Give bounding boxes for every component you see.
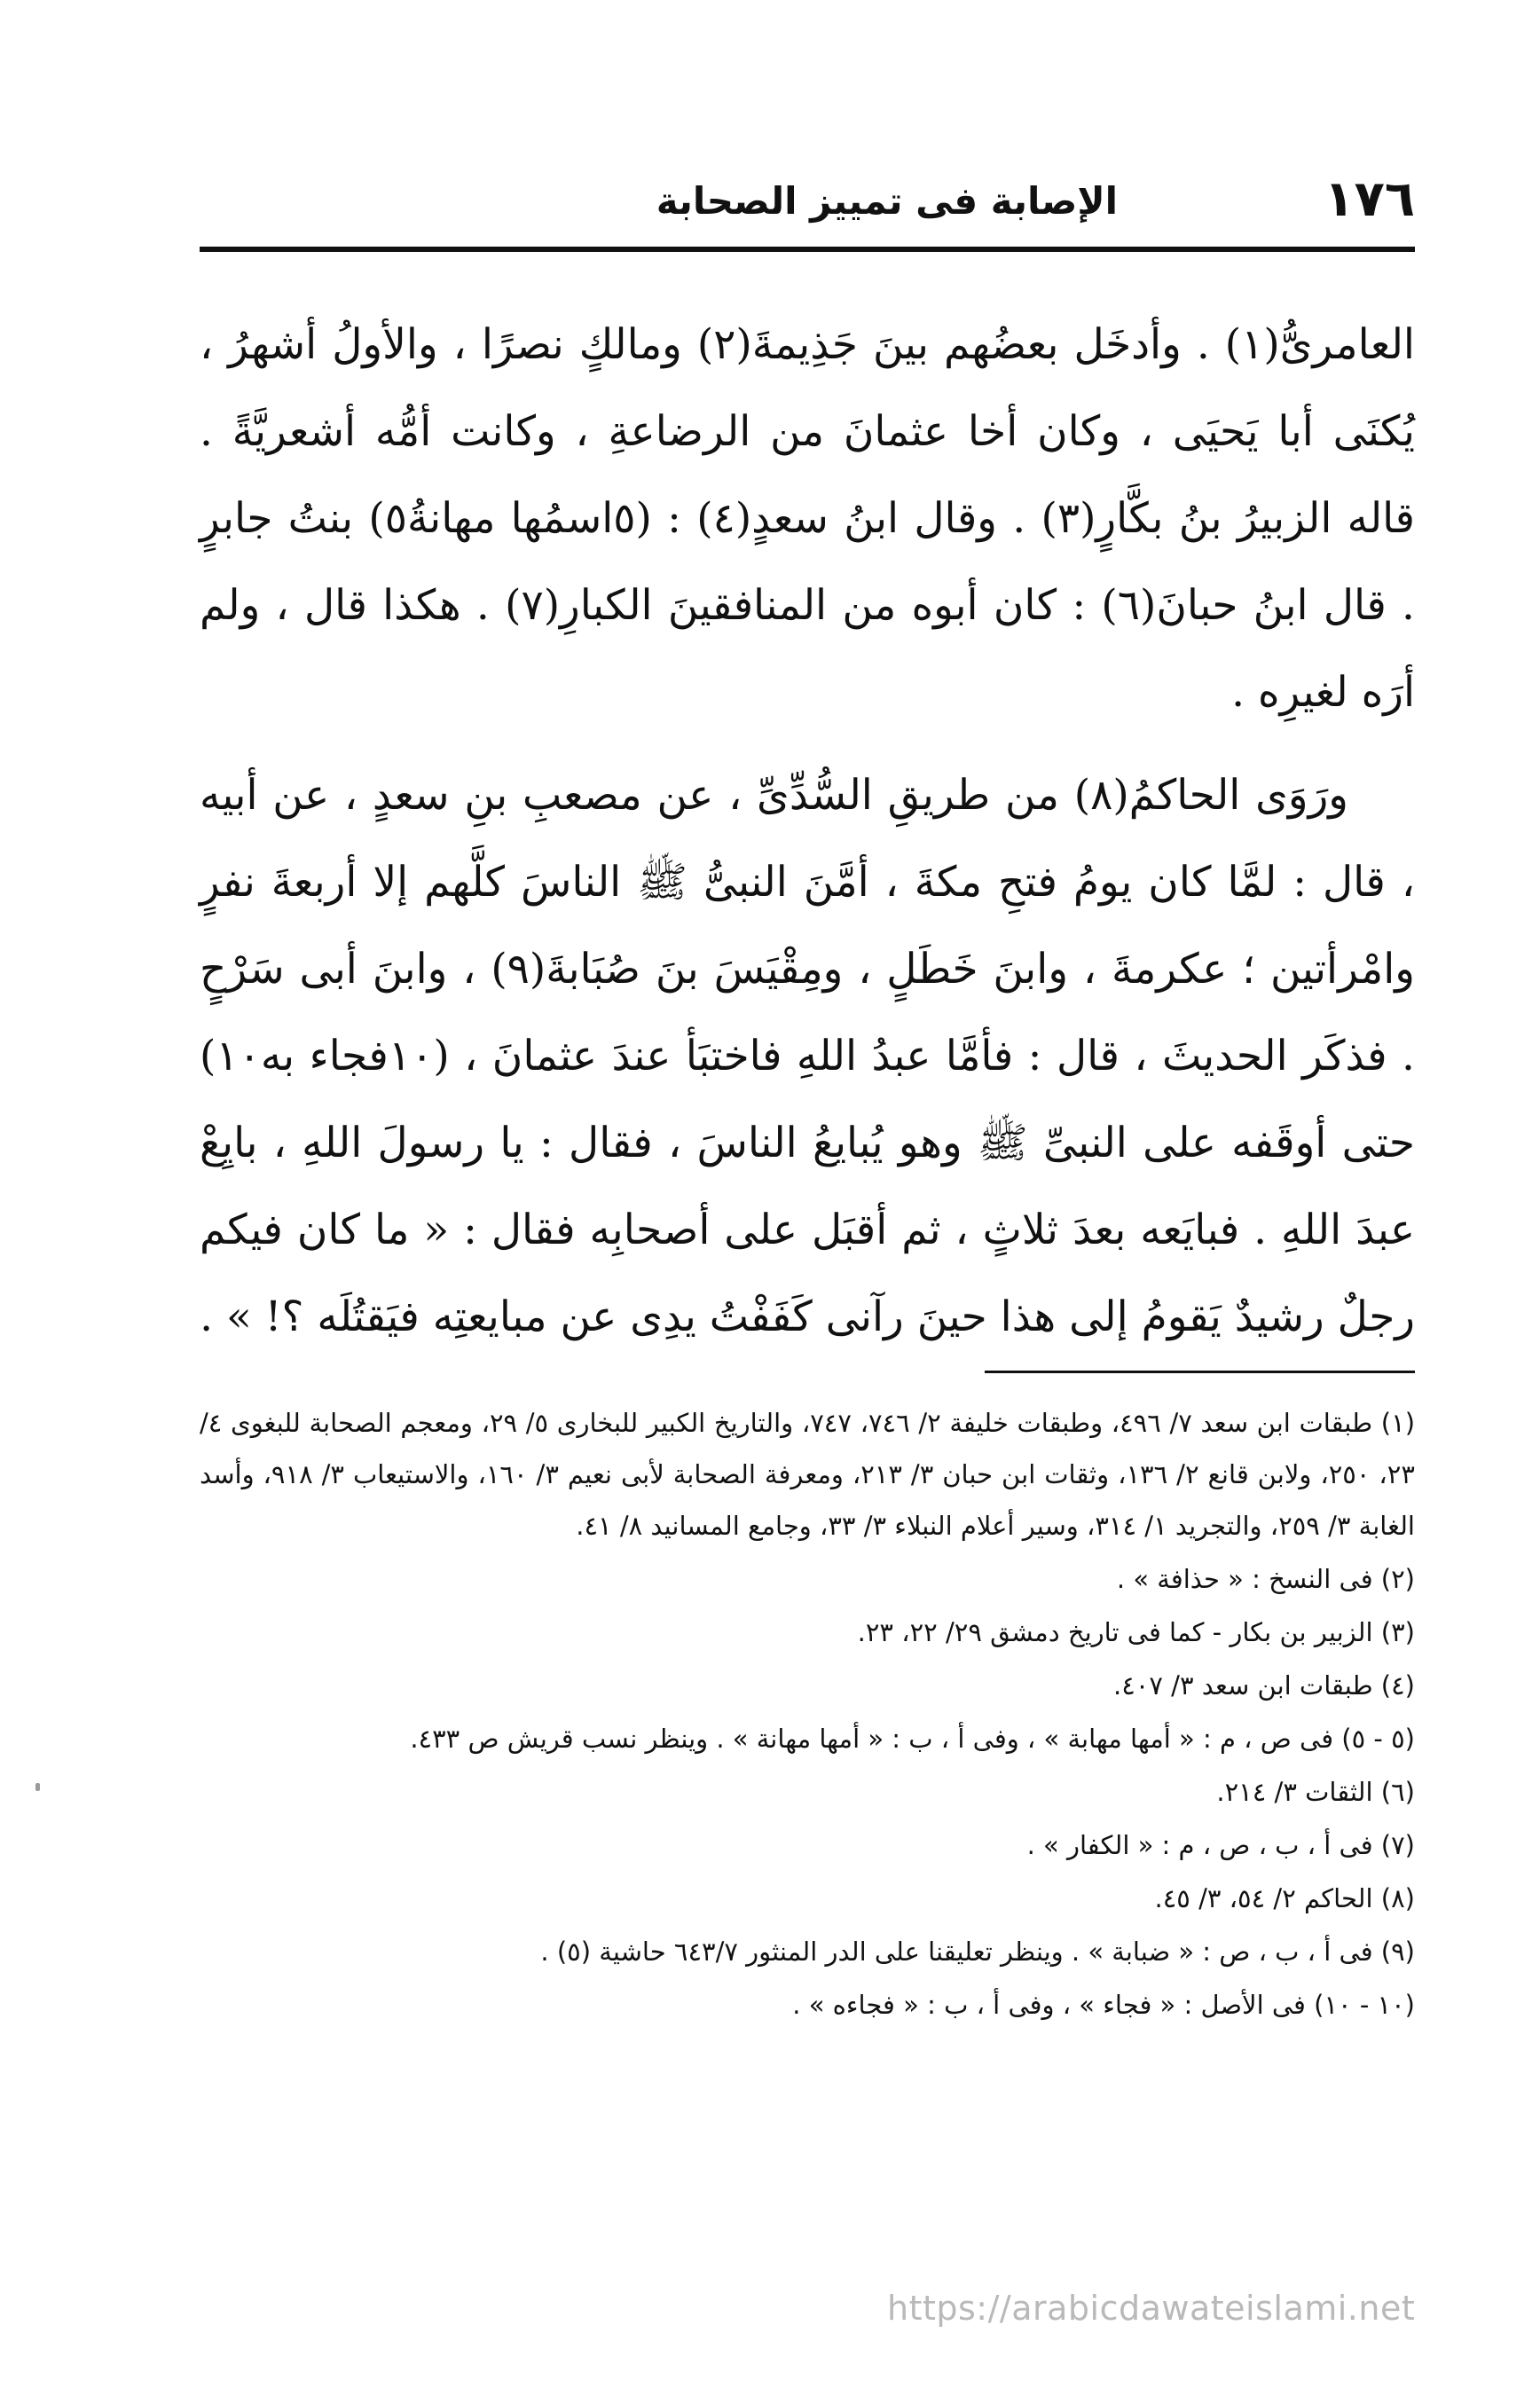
paragraph-1: العامرىُّ(١) . وأدخَل بعضُهم بينَ جَذِيمةَ(٢) ومالكٍ نصرًا ، والأولُ أشهرُ ، يُكنَى أبا يَحيَى ، وكان أخا عثمانَ من الرضاعةِ ، وكانت أمُّه أشعريَّةً . قاله الزبيرُ بنُ بكَّارٍ(٣) . وقال ابنُ سعدٍ(٤) : (٥اسمُها مهانةُ٥) بنتُ جابرٍ . قال ابنُ حبانَ(٦) : كان أبوه من المنافقينَ الكبارِ(٧) . هكذا قال ، ولم أرَه لغيرِه . — [200, 320, 1415, 717]
footnote-4: (٤) طبقات ابن سعد ٣/ ٤٠٧. — [1113, 1670, 1415, 1701]
header-rule — [200, 247, 1415, 252]
paragraph-2: ورَوَى الحاكمُ(٨) من طريقِ السُّدِّىِّ ، عن مصعبِ بنِ سعدٍ ، عن أبيه ، قال : لمَّا كان يومُ فتحِ مكةَ ، أمَّنَ النبىُّ ﷺ الناسَ كلَّهم إلا أربعةَ نفرٍ وامْرأتين ؛ عكرمةَ ، وابنَ خَطَلٍ ، ومِقْيَسَ بنَ صُبَابةَ(٩) ، وابنَ أبى سَرْحٍ . فذكَر الحديثَ ، قال : فأمَّا عبدُ اللهِ فاختبَأ عندَ عثمانَ ، (١٠فجاء به١٠) حتى أوقَفه على النبىِّ ﷺ وهو يُبايعُ الناسَ ، فقال : يا رسولَ اللهِ ، بايِعْ عبدَ اللهِ . فبايَعه بعدَ ثلاثٍ ، ثم أقبَل على أصحابِه فقال : « ما كان فيكم رجلٌ رشيدٌ يَقومُ إلى هذا حينَ رآنى كَفَفْتُ يدِى عن مبايعتِه فيَقتُلَه ؟! » . — [200, 771, 1415, 1341]
footnote-separator — [985, 1371, 1415, 1373]
footnote-10: (١٠ - ١٠) فى الأصل : « فجاء » ، وفى أ ، ب : « فجاءه » . — [792, 1990, 1415, 2020]
footnote-1: (١) طبقات ابن سعد ٧/ ٤٩٦، وطبقات خليفة ٢/ ٧٤٦، ٧٤٧، والتاريخ الكبير للبخارى ٥/ ٢٩، ومعجم الصحابة للبغوى ٤/ ٢٣، ٢٥٠، ولابن قانع ٢/ ١٣٦، وثقات ابن حبان ٣/ ٢١٣، ومعرفة الصحابة لأبى نعيم ٣/ ١٦٠، والاستيعاب ٣/ ٩١٨، وأسد الغابة ٣/ ٢٥٩، والتجريد ١/ ٣١٤، وسير أعلام النبلاء ٣/ ٣٣، وجامع المسانيد ٨/ ٤١. — [200, 1408, 1416, 1541]
footnote-8: (٨) الحاكم ٢/ ٥٤، ٣/ ٤٥. — [1154, 1883, 1415, 1913]
footnotes-list — [200, 1397, 1415, 2032]
page-number: ١٧٦ — [1324, 170, 1415, 228]
footnote-9: (٩) فى أ ، ب ، ص : « ضبابة » . وينظر تعليقنا على الدر المنثور ٦٤٣/٧ حاشية (٥) . — [540, 1937, 1415, 1967]
page-header — [200, 169, 1415, 231]
footnote-2: (٢) فى النسخ : « حذافة » . — [1116, 1564, 1415, 1594]
watermark-url: https://arabicdawateislami.net — [887, 2289, 1416, 2328]
running-title: الإصابة فى تمييز الصحابة — [656, 179, 1118, 223]
footnote-3: (٣) الزبير بن بكار - كما فى تاريخ دمشق ٢٩/ ٢٢، ٢٣. — [857, 1617, 1415, 1647]
scan-speck — [35, 1783, 40, 1791]
footnote-7: (٧) فى أ ، ب ، ص ، م : « الكفار » . — [1026, 1830, 1415, 1860]
footnote-5: (٥ - ٥) فى ص ، م : « أمها مهابة » ، وفى أ ، ب : « أمها مهانة » . وينظر نسب قريش ص ٤٣٣. — [410, 1724, 1415, 1754]
footnote-6: (٦) الثقات ٣/ ٢١٤. — [1216, 1777, 1415, 1807]
main-text — [200, 302, 1415, 1377]
